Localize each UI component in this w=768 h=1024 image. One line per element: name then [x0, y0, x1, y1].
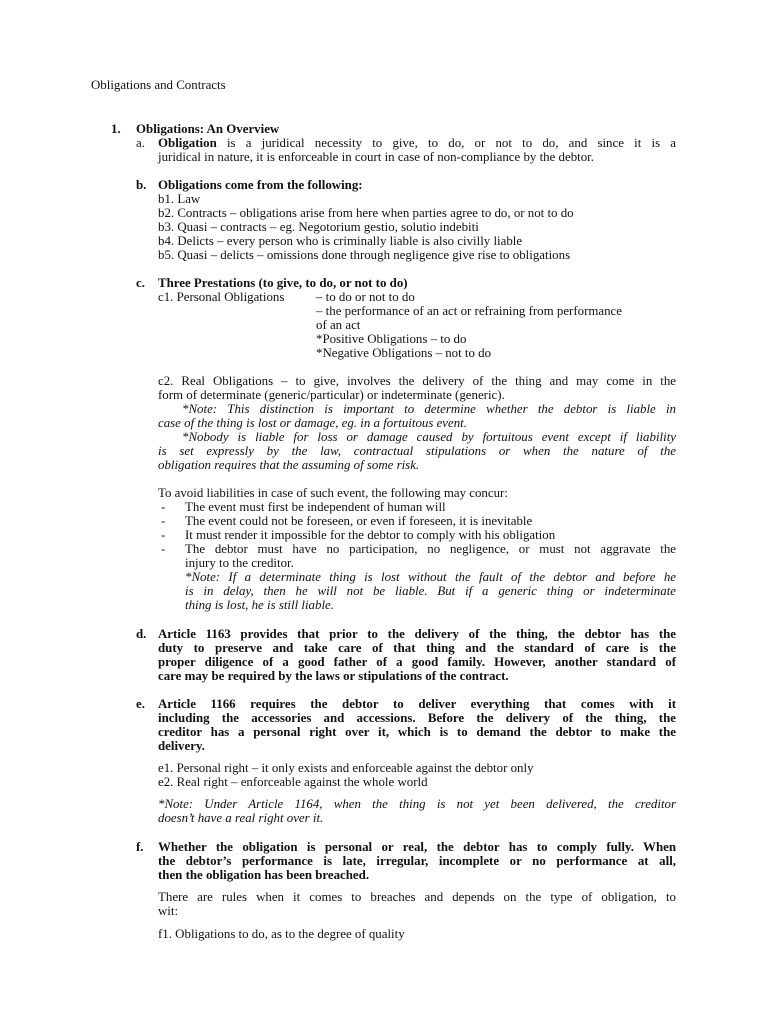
- item-f-line: Whether the obligation is personal or real, the debtor has to comply fully. When: [158, 840, 676, 854]
- item-e-line: creditor has a personal right over it, which is to demand the debtor to make the: [158, 725, 676, 739]
- c2-line: c2. Real Obligations – to give, involves the delivery of the thing and may come in the: [158, 374, 676, 388]
- bullet-item: It must render it impossible for the debtor to comply with his obligation: [185, 528, 556, 542]
- note-line: case of the thing is lost or damage, eg. in a fortuitous event.: [158, 416, 467, 430]
- bullet-item: The event must first be independent of human will: [185, 500, 446, 514]
- rules-line: wit:: [158, 904, 179, 918]
- item-a-text: is a juridical necessity to give, to do, or not to do, and since it is a: [226, 136, 676, 150]
- bullet-marker: -: [161, 528, 166, 542]
- bullet-item: The debtor must have no participation, no negligence, or must not aggravate the: [185, 542, 676, 556]
- item-e-line: Article 1166 requires the debtor to deliver everything that comes with it: [158, 697, 676, 711]
- c1-line: *Positive Obligations – to do: [316, 332, 467, 346]
- item-a-term: Obligation: [158, 136, 217, 150]
- item-c-heading: Three Prestations (to give, to do, or not to do): [158, 276, 408, 290]
- e1-right: e1. Personal right – it only exists and enforceable against the debtor only: [158, 761, 534, 775]
- item-e-line: delivery.: [158, 739, 205, 753]
- note-line: doesn’t have a real right over it.: [158, 811, 324, 825]
- bullet-marker: -: [161, 500, 166, 514]
- item-d-label: d.: [136, 627, 147, 641]
- note-line: thing is lost, he is still liable.: [185, 598, 334, 612]
- item-c-label: c.: [136, 276, 145, 290]
- e2-right: e2. Real right – enforceable against the whole world: [158, 775, 428, 789]
- item-f-line: the debtor’s performance is late, irregular, incomplete or no performance at all,: [158, 854, 676, 868]
- note-line: *Nobody is liable for loss or damage caused by fortuitous event except if liability: [182, 430, 676, 444]
- item-d-line: care may be required by the laws or stipulations of the contract.: [158, 669, 509, 683]
- item-e-line: including the accessories and accessions. Before the delivery of the thing, the: [158, 711, 676, 725]
- item-b1: b1. Law: [158, 192, 201, 206]
- item-d-line: duty to preserve and take care of that thing and the standard of care is the: [158, 641, 676, 655]
- item-b2: b2. Contracts – obligations arise from here when parties agree to do, or not to do: [158, 206, 574, 220]
- item-f-line: then the obligation has been breached.: [158, 868, 370, 882]
- item-a-label: a.: [136, 136, 145, 150]
- note-line: is in delay, then he will not be liable. But if a generic thing or indeterminate: [185, 584, 676, 598]
- bullet-item: injury to the creditor.: [185, 556, 294, 570]
- note-line: *Note: Under Article 1164, when the thing is not yet been delivered, the creditor: [158, 797, 676, 811]
- c1-label: c1. Personal Obligations: [158, 290, 285, 304]
- bullet-marker: -: [161, 542, 166, 556]
- avoid-intro: To avoid liabilities in case of such event, the following may concur:: [158, 486, 508, 500]
- c2-line: form of determinate (generic/particular) or indeterminate (generic).: [158, 388, 505, 402]
- item-b-label: b.: [136, 178, 147, 192]
- item-b3: b3. Quasi – contracts – eg. Negotorium gestio, solutio indebiti: [158, 220, 479, 234]
- item-a-line1: [158, 136, 676, 150]
- item-f-label: f.: [136, 840, 144, 854]
- item-a-line2: juridical in nature, it is enforceable in court in case of non-compliance by the debtor.: [158, 150, 594, 164]
- item-d-line: proper diligence of a good father of a good family. However, another standard of: [158, 655, 676, 669]
- note-line: *Note: If a determinate thing is lost without the fault of the debtor and before he: [185, 570, 676, 584]
- bullet-item: The event could not be foreseen, or even if foreseen, it is inevitable: [185, 514, 533, 528]
- document-title: Obligations and Contracts: [91, 78, 226, 92]
- c1-line: *Negative Obligations – not to do: [316, 346, 492, 360]
- item-e-label: e.: [136, 697, 145, 711]
- note-line: obligation requires that the assuming of some risk.: [158, 458, 420, 472]
- item-b-heading: Obligations come from the following:: [158, 178, 363, 192]
- note-line: *Note: This distinction is important to determine whether the debtor is liable in: [182, 402, 676, 416]
- section-number: 1.: [111, 122, 121, 136]
- bullet-marker: -: [161, 514, 166, 528]
- section-heading: Obligations: An Overview: [136, 122, 280, 136]
- c1-line: – the performance of an act or refraining from performance: [316, 304, 622, 318]
- c1-line: of an act: [316, 318, 361, 332]
- c1-line: – to do or not to do: [316, 290, 415, 304]
- rules-line: There are rules when it comes to breaches and depends on the type of obligation, to: [158, 890, 676, 904]
- item-b4: b4. Delicts – every person who is criminally liable is also civilly liable: [158, 234, 523, 248]
- f1-item: f1. Obligations to do, as to the degree of quality: [158, 927, 405, 941]
- note-line: is set expressly by the law, contractual stipulations or when the nature of the: [158, 444, 676, 458]
- item-b5: b5. Quasi – delicts – omissions done through negligence give rise to obligations: [158, 248, 571, 262]
- item-d-line: Article 1163 provides that prior to the delivery of the thing, the debtor has the: [158, 627, 676, 641]
